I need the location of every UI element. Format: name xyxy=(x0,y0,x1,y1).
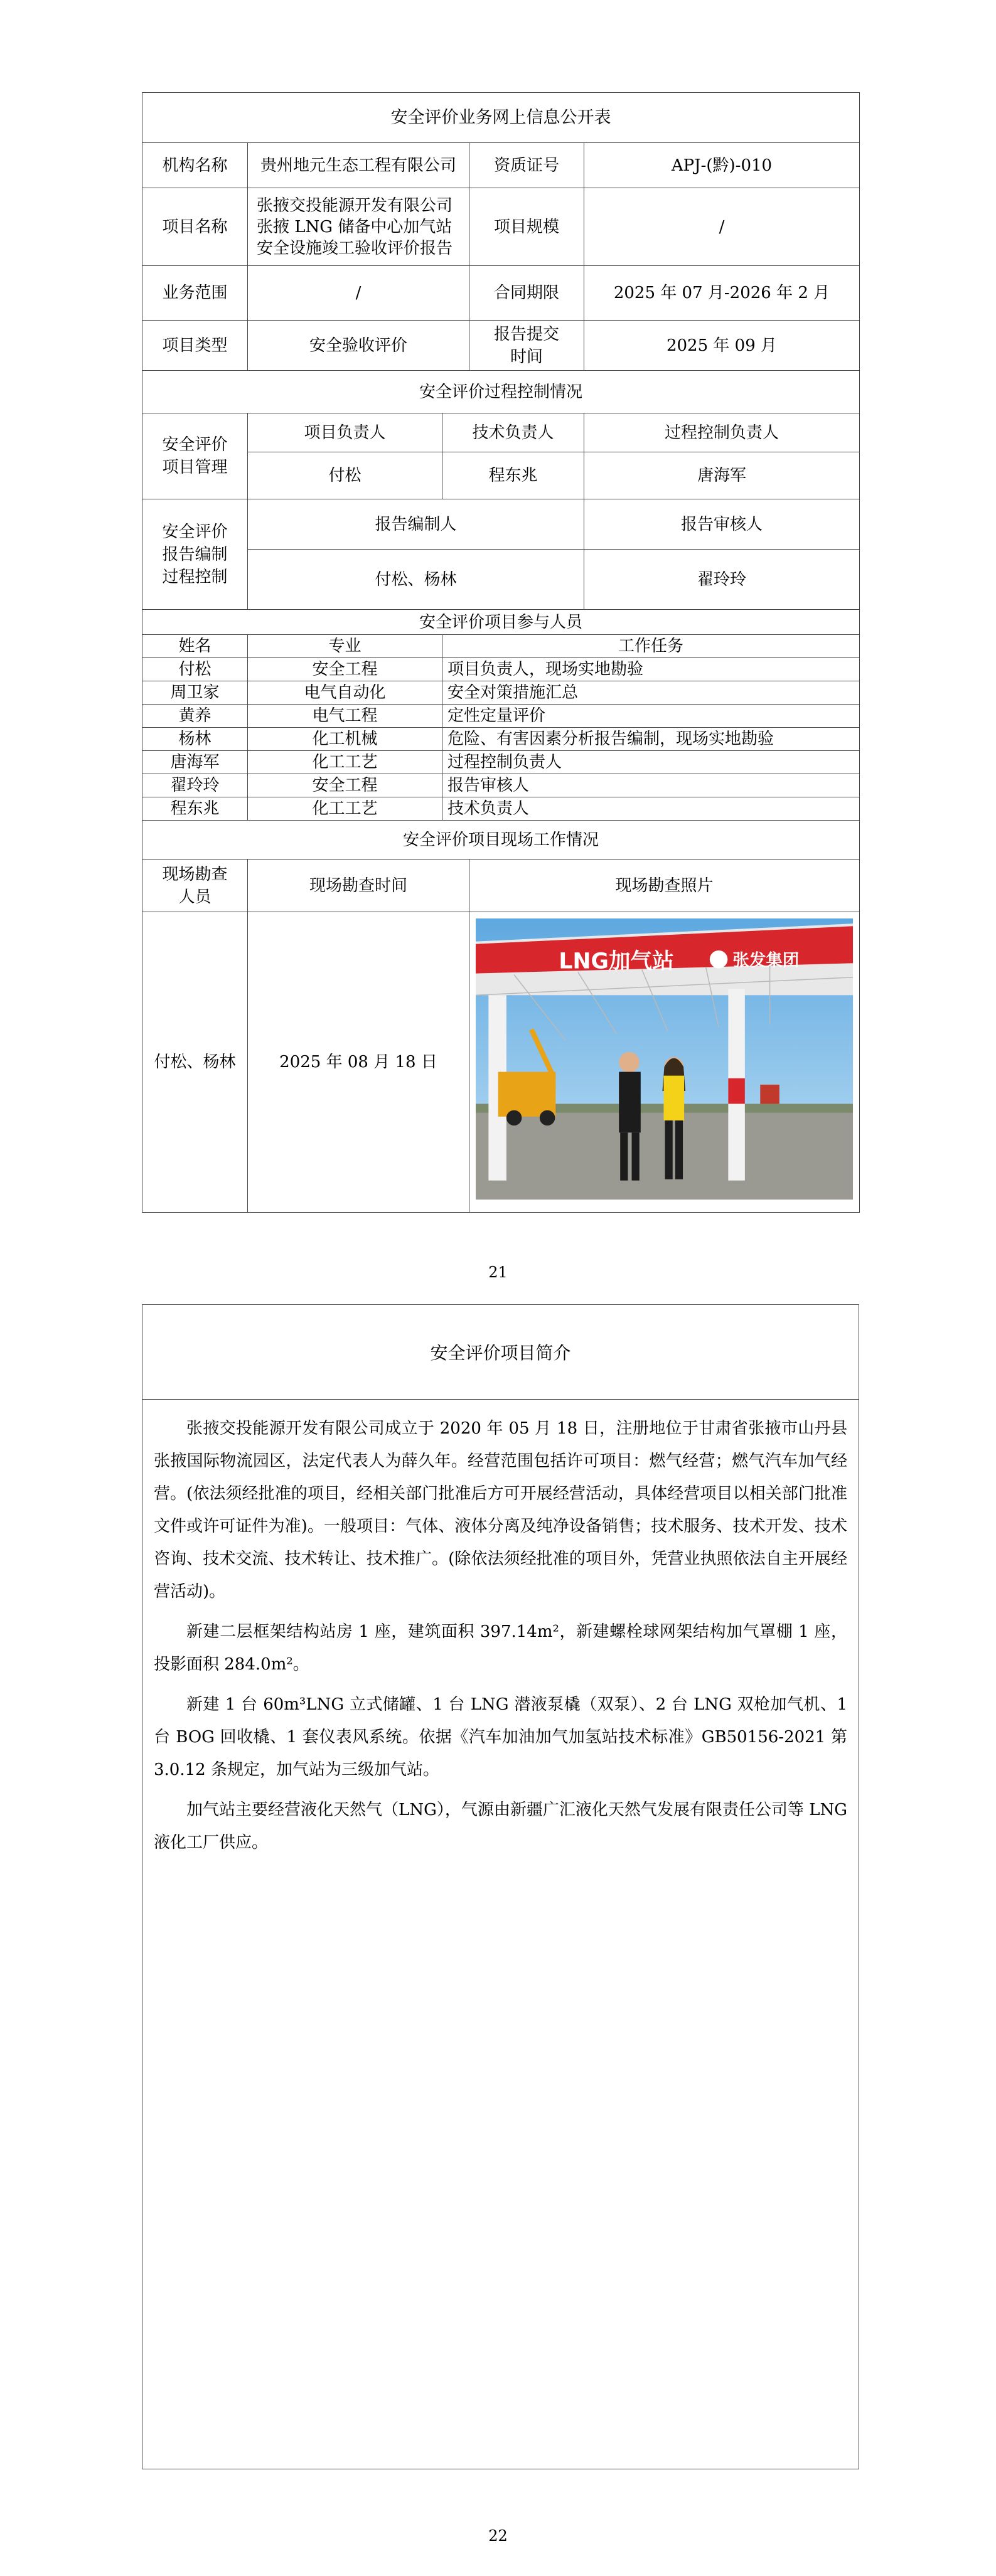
cert-value: APJ-(黔)-010 xyxy=(584,143,860,188)
table-row xyxy=(142,705,860,728)
participant-name: 付松 xyxy=(142,658,248,681)
info-disclosure-table xyxy=(142,92,860,1213)
table-row xyxy=(142,774,860,797)
photo-wheel xyxy=(540,1110,555,1126)
site-header-people: 现场勘查人员 xyxy=(142,860,248,912)
project-value: 张掖交投能源开发有限公司张掖 LNG 储备中心加气站安全设施竣工验收评价报告 xyxy=(248,188,469,266)
site-header-photo: 现场勘查照片 xyxy=(469,860,860,912)
intro-paragraph: 新建二层框架结构站房 1 座，建筑面积 397.14m²，新建螺栓球网架结构加气罩棚 1 座，投影面积 284.0m²。 xyxy=(154,1622,847,1674)
intro-paragraph: 加气站主要经营液化天然气（LNG），气源由新疆广汇液化天然气发展有限责任公司等 LNG 液化工厂供应。 xyxy=(154,1801,847,1852)
participant-name: 黄养 xyxy=(142,705,248,728)
mgmt-header-tech: 技术负责人 xyxy=(442,413,584,452)
photo-sign-right: 张发集团 xyxy=(732,950,800,971)
table-row xyxy=(142,728,860,751)
contract-value: 2025 年 07 月-2026 年 2 月 xyxy=(584,266,860,321)
site-heading: 安全评价项目现场工作情况 xyxy=(142,821,860,860)
process-heading: 安全评价过程控制情况 xyxy=(142,371,860,413)
photo-wheel xyxy=(506,1110,522,1126)
mgmt-label: 安全评价项目管理 xyxy=(142,413,248,499)
participant-major: 安全工程 xyxy=(248,658,442,681)
report-label: 安全评价报告编制过程控制 xyxy=(142,499,248,610)
site-date: 2025 年 08 月 18 日 xyxy=(248,912,469,1213)
table-row xyxy=(142,658,860,681)
type-label: 项目类型 xyxy=(142,321,248,371)
mgmt-header-process: 过程控制负责人 xyxy=(584,413,860,452)
report-value-reviewer: 翟玲玲 xyxy=(584,550,860,610)
participant-task: 危险、有害因素分析报告编制，现场实地勘验 xyxy=(442,728,860,751)
contract-label: 合同期限 xyxy=(469,266,584,321)
table-row xyxy=(142,751,860,774)
site-photo xyxy=(476,918,853,1200)
type-value: 安全验收评价 xyxy=(248,321,469,371)
site-header-time: 现场勘查时间 xyxy=(248,860,469,912)
report-header-reviewer: 报告审核人 xyxy=(584,499,860,550)
intro-paragraph: 张掖交投能源开发有限公司成立于 2020 年 05 月 18 日，注册地位于甘肃省张掖市山丹县张掖国际物流园区，法定代表人为薛久年。经营范围包括许可项目：燃气经营；燃气汽车加气经营。(依法须经批准的项目，经相关部门批准后方可开展经营活动，具体经营项目以相关部门批准文件或许可证件为准)。一般项目：气体、液体分离及纯净设备销售；技术服务、技术开发、技术咨询、技术交流、技术转让、技术推广。(除依法须经批准的项目外，凭营业执照依法自主开展经营活动)。 xyxy=(154,1419,847,1601)
participant-task: 定性定量评价 xyxy=(442,705,860,728)
page-number-21: 21 xyxy=(488,1264,508,1281)
project-intro-box xyxy=(142,1304,859,2469)
org-label: 机构名称 xyxy=(142,143,248,188)
page-number-22: 22 xyxy=(488,2527,508,2545)
report-value-author: 付松、杨林 xyxy=(248,550,584,610)
mgmt-value-pm: 付松 xyxy=(248,452,442,499)
participants-header-task: 工作任务 xyxy=(442,635,860,658)
participant-task: 报告审核人 xyxy=(442,774,860,797)
participant-major: 电气自动化 xyxy=(248,681,442,705)
participant-name: 杨林 xyxy=(142,728,248,751)
mgmt-value-tech: 程东兆 xyxy=(442,452,584,499)
participant-major: 化工工艺 xyxy=(248,797,442,821)
participant-name: 程东兆 xyxy=(142,797,248,821)
table-title: 安全评价业务网上信息公开表 xyxy=(142,93,860,143)
photo-ground xyxy=(476,1110,853,1200)
scale-label: 项目规模 xyxy=(469,188,584,266)
participant-task: 项目负责人，现场实地勘验 xyxy=(442,658,860,681)
photo-sign-left: LNG加气站 xyxy=(559,949,674,974)
participant-name: 翟玲玲 xyxy=(142,774,248,797)
participants-header-major: 专业 xyxy=(248,635,442,658)
participant-name: 周卫家 xyxy=(142,681,248,705)
submit-value: 2025 年 09 月 xyxy=(584,321,860,371)
mgmt-value-process: 唐海军 xyxy=(584,452,860,499)
participant-major: 化工机械 xyxy=(248,728,442,751)
site-photo-cell xyxy=(469,912,860,1213)
participant-major: 化工工艺 xyxy=(248,751,442,774)
site-people: 付松、杨林 xyxy=(142,912,248,1213)
org-value: 贵州地元生态工程有限公司 xyxy=(248,143,469,188)
intro-heading: 安全评价项目简介 xyxy=(142,1305,859,1400)
project-label: 项目名称 xyxy=(142,188,248,266)
cert-label: 资质证号 xyxy=(469,143,584,188)
participant-task: 过程控制负责人 xyxy=(442,751,860,774)
photo-dispenser xyxy=(760,1085,779,1104)
table-row xyxy=(142,797,860,821)
participants-heading: 安全评价项目参与人员 xyxy=(142,610,860,635)
participant-task: 安全对策措施汇总 xyxy=(442,681,860,705)
report-header-author: 报告编制人 xyxy=(248,499,584,550)
scope-value: / xyxy=(248,266,469,321)
photo-logo-icon xyxy=(710,950,728,969)
participant-name: 唐海军 xyxy=(142,751,248,774)
intro-body xyxy=(142,1400,859,1859)
participants-header-name: 姓名 xyxy=(142,635,248,658)
participant-major: 安全工程 xyxy=(248,774,442,797)
participant-task: 技术负责人 xyxy=(442,797,860,821)
mgmt-header-pm: 项目负责人 xyxy=(248,413,442,452)
table-row xyxy=(142,681,860,705)
scope-label: 业务范围 xyxy=(142,266,248,321)
photo-truck xyxy=(498,1072,556,1116)
photo-pillar-stripe xyxy=(728,1078,744,1104)
participant-major: 电气工程 xyxy=(248,705,442,728)
submit-label: 报告提交时间 xyxy=(469,321,584,371)
scale-value: / xyxy=(584,188,860,266)
intro-paragraph: 新建 1 台 60m³LNG 立式储罐、1 台 LNG 潜液泵橇（双泵）、2 台 LNG 双枪加气机、1 台 BOG 回收橇、1 套仪表风系统。依据《汽车加油加气加氢站技术标准》GB50156-2021 第 3.0.12 条规定，加气站为三级加气站。 xyxy=(154,1695,847,1779)
